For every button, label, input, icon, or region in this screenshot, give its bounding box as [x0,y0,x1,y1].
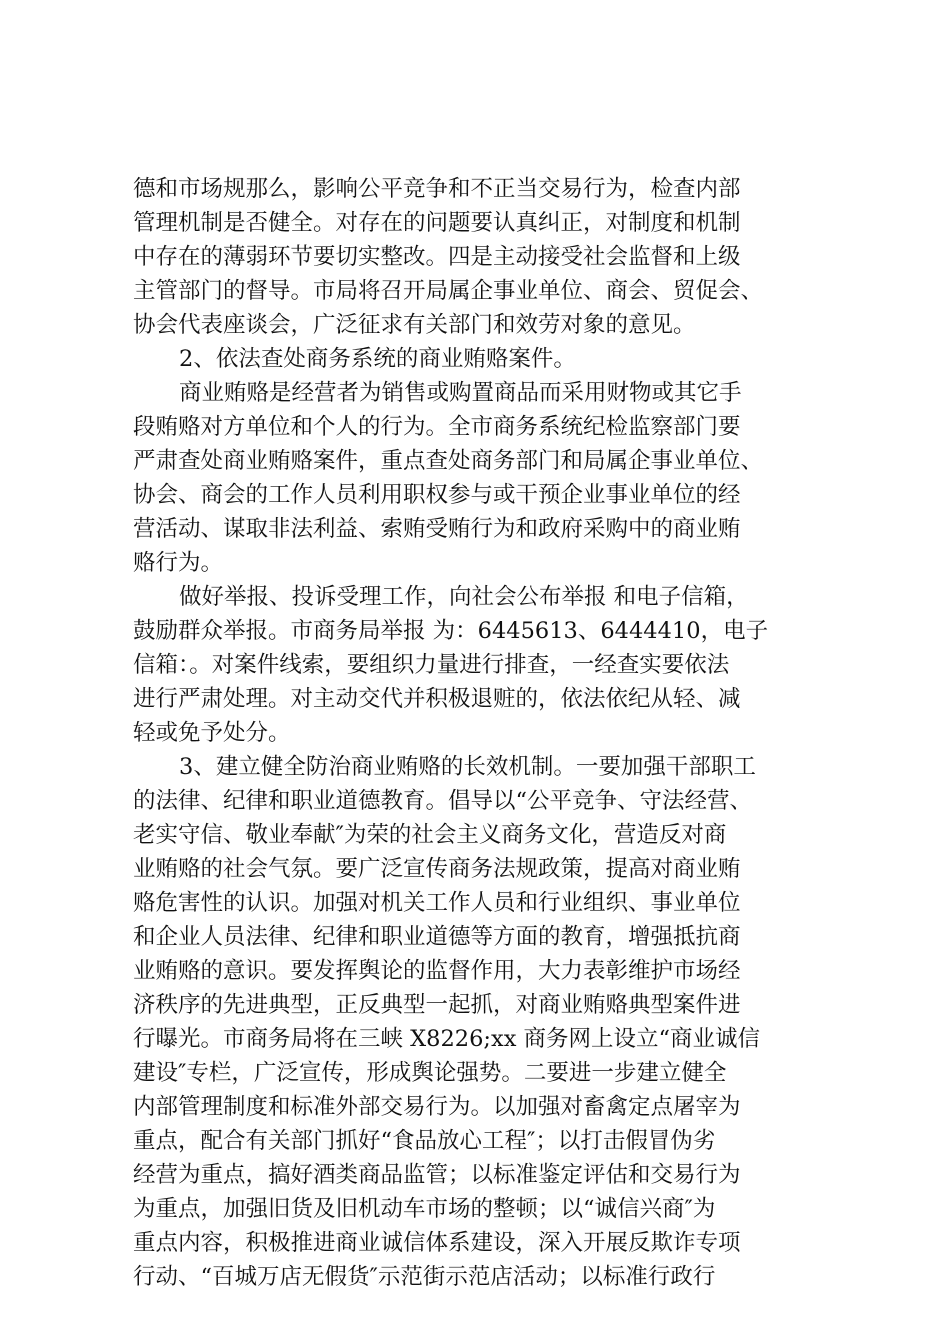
text-line: 行曝光。市商务局将在三峡 X8226;xx 商务网上设立“商业诚信 [133,1026,761,1052]
document-body [133,172,833,1294]
text-line: 的法律、纪律和职业道德教育。倡导以“公平竞争、守法经营、 [133,788,753,814]
text-line: 轻或免予处分。 [133,720,291,746]
text-line: 德和市场规那么，影响公平竞争和不正当交易行为，检查内部 [133,176,741,202]
text-line: 段贿赂对方单位和个人的行为。全市商务系统纪检监察部门要 [133,414,741,440]
text-line: 营活动、谋取非法利益、索贿受贿行为和政府采购中的商业贿 [133,516,741,542]
text-line: 信箱：。对案件线索，要组织力量进行排查，一经查实要依法 [133,652,730,678]
text-line: 管理机制是否健全。对存在的问题要认真纠正，对制度和机制 [133,210,741,236]
section-heading-2: 2、依法查处商务系统的商业贿赂案件。 [179,346,576,372]
text-line: 主管部门的督导。市局将召开局属企事业单位、商会、贸促会、 [133,278,764,304]
text-line: 做好举报、投诉受理工作，向社会公布举报 和电子信箱， [179,584,749,610]
text-line: 中存在的薄弱环节要切实整改。四是主动接受社会监督和上级 [133,244,741,270]
text-line: 行动、“百城万店无假货″示范街示范店活动；以标准行政行 [133,1264,716,1290]
text-line: 赂行为。 [133,550,224,576]
text-line: 进行严肃处理。对主动交代并积极退赃的，依法依纪从轻、减 [133,686,741,712]
text-line: 严肃查处商业贿赂案件，重点查处商务部门和局属企事业单位、 [133,448,764,474]
text-line: 建设″专栏，广泛宣传，形成舆论强势。二要进一步建立健全 [133,1060,727,1086]
text-line: 赂危害性的认识。加强对机关工作人员和行业组织、事业单位 [133,890,741,916]
text-line: 协会、商会的工作人员利用职权参与或干预企业事业单位的经 [133,482,741,508]
text-line: 为重点，加强旧货及旧机动车市场的整顿；以“诚信兴商″为 [133,1196,716,1222]
text-line: 重点内容，积极推进商业诚信体系建设，深入开展反欺诈专项 [133,1230,741,1256]
text-line: 鼓励群众举报。市商务局举报 为：6445613、6444410，电子 [133,618,769,644]
text-line: 商业贿赂是经营者为销售或购置商品而采用财物或其它手 [179,380,742,406]
section-heading-3: 3、建立健全防治商业贿赂的长效机制。一要加强干部职工 [179,754,756,780]
text-line: 业贿赂的社会气氛。要广泛宣传商务法规政策，提高对商业贿 [133,856,741,882]
text-line: 内部管理制度和标准外部交易行为。以加强对畜禽定点屠宰为 [133,1094,741,1120]
text-line: 济秩序的先进典型，正反典型一起抓，对商业贿赂典型案件进 [133,992,741,1018]
text-line: 业贿赂的意识。要发挥舆论的监督作用，大力表彰维护市场经 [133,958,741,984]
text-line: 重点，配合有关部门抓好“食品放心工程″；以打击假冒伪劣 [133,1128,716,1154]
text-line: 协会代表座谈会，广泛征求有关部门和效劳对象的意见。 [133,312,696,338]
text-line: 和企业人员法律、纪律和职业道德等方面的教育，增强抵抗商 [133,924,741,950]
text-line: 经营为重点，搞好酒类商品监管；以标准鉴定评估和交易行为 [133,1162,741,1188]
text-line: 老实守信、敬业奉献″为荣的社会主义商务文化，营造反对商 [133,822,727,848]
